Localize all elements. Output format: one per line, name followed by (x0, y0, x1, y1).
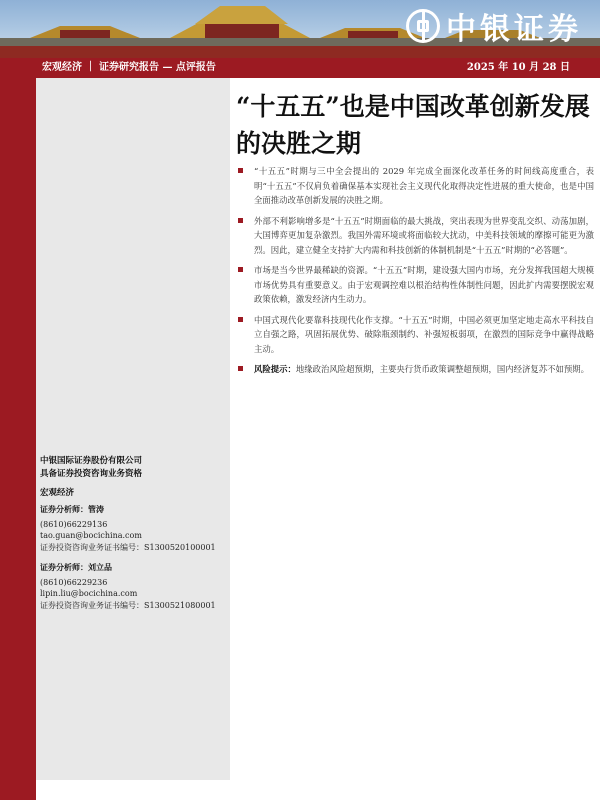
company-info (40, 455, 142, 481)
risk-warning-label: 风险提示： (254, 364, 296, 374)
risk-warning-item: 风险提示：地缘政治风险超预期，主要央行货币政策调整超预期，国内经济复苏不如预期。 (236, 362, 594, 377)
bullet-square-icon (238, 218, 243, 223)
report-date: 2025 年 10 月 28 日 (466, 62, 570, 73)
analyst-email[interactable]: tao.guan@bocichina.com (40, 531, 142, 540)
report-title: “十五五”也是中国改革创新发展的决胜之期 (236, 92, 590, 158)
analyst-name: 证券分析师：管涛 (40, 504, 104, 514)
report-info-bar (36, 58, 600, 78)
breadcrumb: 宏观经济 ｜ 证券研究报告 — 点评报告 (42, 62, 216, 73)
summary-list (236, 164, 594, 383)
logo-text: 中银证券 (446, 12, 582, 47)
bullet-square-icon (238, 317, 243, 322)
bullet-square-icon (238, 168, 243, 173)
section-label: 宏观经济 (40, 488, 75, 498)
summary-item: 外部不利影响增多是“十五五”时期面临的最大挑战，突出表现为世界变乱交织、动荡加剧，大国博弈更加复杂激烈。我国外需环境或将面临较大扰动，中美科技领域的摩擦可能更为激烈。因此，建立健全支持扩大内需和科技创新的体制机制是“十五五”时期的“必答题”。 (236, 214, 594, 258)
summary-item: “十五五”时期与三中全会提出的 2029 年完成全面深化改革任务的时间线高度重合，表明“十五五”不仅肩负着确保基本实现社会主义现代化取得决定性进展的重大使命，也是中国全面推动改革创新发展的决胜之期。 (236, 164, 594, 208)
summary-item: 中国式现代化要靠科技现代化作支撑。“十五五”时期，中国必须更加坚定地走高水平科技自立自强之路，巩固拓展优势、破除瓶颈制约、补强短板弱项，在激烈的国际竞争中赢得战略主动。 (236, 313, 594, 357)
summary-item: 市场是当今世界最稀缺的资源。“十五五”时期，建设强大国内市场，充分发挥我国超大规模市场优势具有重要意义。由于宏观调控难以根治结构性体制性问题，因此扩内需要摆脱宏观政策依赖，激发经济内生动力。 (236, 263, 594, 307)
analyst-email[interactable]: lipin.liu@bocichina.com (40, 589, 138, 598)
analyst-cert: 证券投资咨询业务证书编号：S1300520100001 (40, 542, 216, 552)
analyst-cert: 证券投资咨询业务证书编号：S1300521080001 (40, 600, 216, 610)
analyst-phone: (8610)66229236 (40, 577, 108, 587)
company-name: 中银国际证券股份有限公司 (40, 456, 143, 466)
header-banner (0, 0, 600, 58)
analyst-phone: (8610)66229136 (40, 519, 108, 529)
boc-logo-icon (406, 9, 440, 43)
bank-logo (406, 4, 582, 48)
analyst-card (40, 562, 216, 611)
bullet-square-icon (238, 366, 243, 371)
analyst-card (40, 504, 216, 553)
left-accent-bar (0, 0, 36, 800)
bullet-square-icon (238, 267, 243, 272)
sidebar-panel (36, 78, 230, 780)
analyst-name: 证券分析师：刘立品 (40, 562, 112, 572)
company-qualification: 具备证券投资咨询业务资格 (40, 469, 143, 479)
